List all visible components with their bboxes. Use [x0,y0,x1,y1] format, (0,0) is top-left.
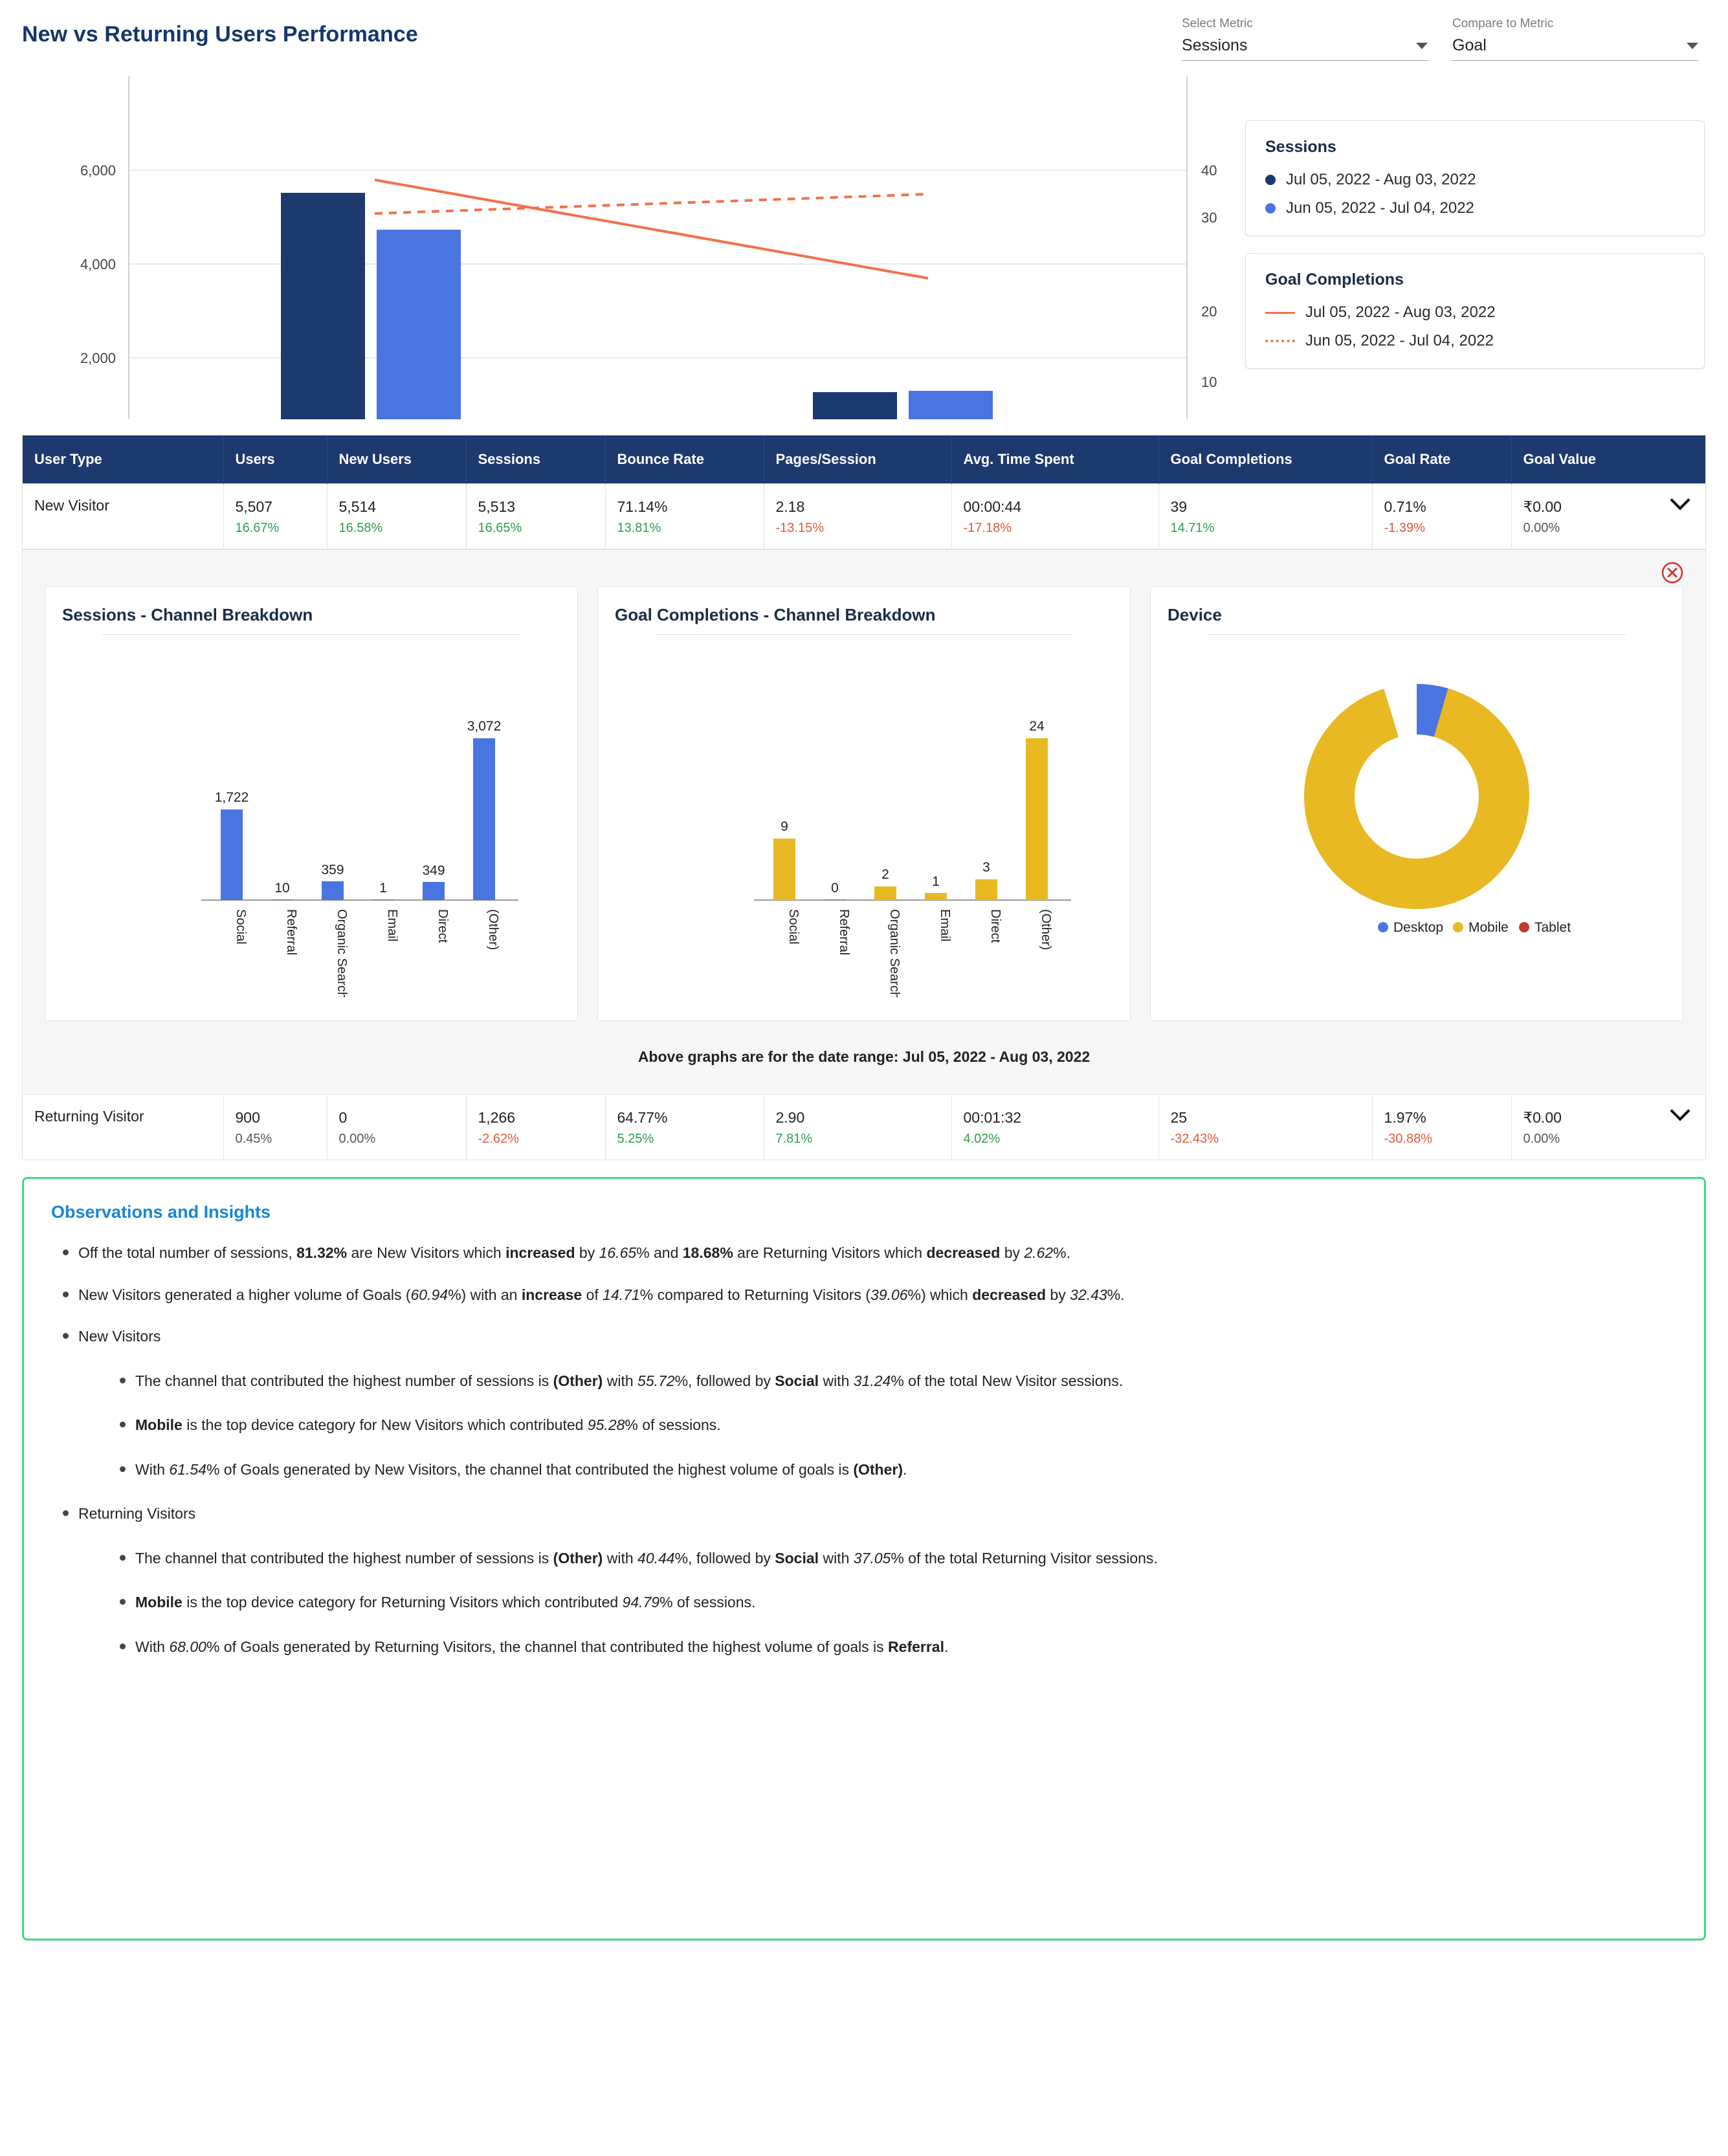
cell-value: 00:00:44 [963,498,1022,515]
cell-value: 2.90 [775,1109,805,1127]
combo-chart [22,70,1239,419]
text-fragment: Off the total number of sessions, [78,1244,297,1262]
card-title: Device [1168,605,1222,625]
text-fragment: . [903,1460,907,1478]
cell-value: ₹0.00 [1523,498,1562,515]
text-fragment: 14.71 [603,1286,640,1303]
card-sessions-channel-breakdown [45,586,578,1021]
goals-channel-chart [615,635,1113,997]
legend-column [1239,70,1705,419]
svg-text:1: 1 [379,881,387,896]
svg-text:40: 40 [1201,162,1217,179]
legend-dot-desktop [1378,922,1388,932]
svg-text:Email: Email [938,909,952,942]
cell-value: 0.71% [1384,498,1426,515]
cell-pages-session [764,1095,951,1160]
cell-delta: -30.88% [1384,1132,1432,1147]
select-metric-box[interactable] [1182,36,1428,61]
bar-returning-visitor-current [813,392,897,419]
svg-text:Email: Email [385,909,399,942]
text-fragment: by [1046,1286,1070,1303]
text-fragment: by [1000,1244,1025,1262]
text-fragment: 68.00 [169,1638,206,1655]
cell-new-users [327,484,466,549]
text-fragment: 2.62 [1024,1244,1054,1262]
select-metric-field[interactable] [1182,17,1428,61]
row-user-type: New Visitor [23,484,223,549]
legend-label: Jun 05, 2022 - Jul 04, 2022 [1286,199,1474,217]
svg-text:3: 3 [982,860,990,875]
text-fragment: %. [1107,1286,1125,1303]
cell-goal-rate [1372,1095,1511,1160]
text-fragment: (Other) [853,1460,903,1478]
text-fragment: % and [636,1244,683,1262]
legend-label: Jun 05, 2022 - Jul 04, 2022 [1305,332,1494,349]
col-sessions: Sessions [466,435,605,484]
text-fragment: % compared to Returning Visitors ( [639,1286,870,1303]
expanded-panel [23,549,1705,1094]
svg-text:6,000: 6,000 [80,162,116,179]
cell-value: 5,507 [235,498,273,515]
text-fragment: With [135,1460,170,1478]
metrics-table [22,435,1706,1160]
observation-subitem [117,1591,1678,1614]
table-header-row [23,435,1705,484]
header [22,17,1706,61]
svg-text:(Other): (Other) [486,909,500,951]
svg-text:Organic Search: Organic Search [887,909,902,998]
svg-text:2: 2 [881,867,889,883]
text-fragment: (Other) [553,1372,603,1389]
observations-list [50,1242,1678,1658]
svg-text:Direct: Direct [436,909,450,943]
text-fragment: Social [775,1372,819,1389]
cell-value: 2.18 [775,498,805,515]
text-fragment: is the top device category for New Visitors which contributed [182,1416,588,1434]
text-fragment: % of the total New Visitor sessions. [891,1372,1124,1389]
svg-text:1: 1 [932,874,940,890]
bar-other [1026,738,1048,900]
legend-item[interactable] [1265,303,1685,322]
text-fragment: 31.24 [853,1372,891,1389]
observation-item [59,1242,1678,1264]
legend-title-sessions: Sessions [1265,138,1336,156]
cell-goal-rate [1372,484,1511,549]
compare-metric-field[interactable] [1452,17,1698,61]
cell-avg-time-spent [951,484,1158,549]
select-metric-label: Select Metric [1182,17,1253,30]
col-avg-time-spent: Avg. Time Spent [951,435,1158,484]
svg-text:Social: Social [234,909,248,945]
donut-slice-mobile [1329,709,1504,884]
cell-goal-value [1511,1095,1705,1160]
cell-delta: -17.18% [963,521,1012,536]
cell-delta: -1.39% [1384,521,1425,536]
cell-avg-time-spent [951,1095,1158,1160]
text-fragment: 16.65 [599,1244,637,1262]
text-fragment: of [582,1286,603,1303]
text-fragment: are Returning Visitors which [733,1244,927,1262]
legend-dot-mobile [1453,922,1463,932]
svg-text:4,000: 4,000 [80,256,116,272]
legend-card-sessions [1245,120,1705,236]
breakdown-cards [45,586,1683,1021]
text-fragment: The channel that contributed the highest number of sessions is [135,1549,553,1567]
text-fragment: increased [505,1244,575,1262]
text-fragment: . [944,1638,949,1655]
cell-delta: 14.71% [1170,521,1215,536]
text-fragment: 81.32% [296,1244,348,1262]
row-user-type: Returning Visitor [23,1095,223,1160]
text-fragment: Social [775,1549,819,1567]
card-title: Sessions - Channel Breakdown [62,605,313,625]
bar-organic-search [874,886,896,900]
legend-item[interactable] [1265,171,1685,189]
text-fragment: 32.43 [1070,1286,1107,1303]
col-goal-completions: Goal Completions [1158,435,1372,484]
svg-text:10: 10 [1201,374,1217,390]
svg-text:1,722: 1,722 [214,790,249,806]
bar-email [372,899,394,900]
svg-text:9: 9 [781,819,788,835]
cell-delta: 16.67% [235,521,280,536]
cell-delta: 16.58% [338,521,383,536]
cell-value: 5,513 [478,498,516,515]
text-fragment: The channel that contributed the highest number of sessions is [135,1372,553,1389]
observation-item [59,1325,1678,1480]
text-fragment: %) with an [448,1286,522,1303]
text-fragment: with [819,1372,854,1389]
text-fragment: (Other) [553,1549,603,1567]
cell-sessions [466,1095,605,1160]
bar-social [221,809,243,900]
text-fragment: %, followed by [674,1549,775,1567]
observation-item [59,1284,1678,1306]
bar-social [773,839,795,900]
sessions-channel-chart [62,635,560,997]
svg-text:349: 349 [422,863,445,879]
col-pages-session: Pages/Session [764,435,951,484]
cell-value: 1.97% [1384,1109,1426,1127]
svg-text:Mobile: Mobile [1468,920,1509,936]
bar-direct [975,879,997,900]
svg-text:Desktop: Desktop [1393,920,1444,936]
bar-email [925,893,947,900]
legend-item[interactable] [1265,199,1685,217]
combo-chart-svg [22,70,1239,419]
col-goal-value: Goal Value [1511,435,1705,484]
cell-users [223,484,327,549]
compare-metric-value: Goal [1452,36,1487,54]
cell-goal-completions [1158,1095,1372,1160]
cell-bounce-rate [605,1095,764,1160]
text-fragment: New Visitors [78,1328,161,1345]
compare-metric-box[interactable] [1452,36,1698,61]
legend-card-goal-completions [1245,253,1705,369]
main-chart-area [22,70,1706,419]
text-fragment: % of sessions. [625,1416,721,1434]
cell-value: 39 [1170,498,1188,515]
cell-value: 1,266 [478,1109,516,1127]
legend-dot-icon [1265,175,1276,185]
cell-bounce-rate [605,484,764,549]
chevron-down-icon [1416,43,1428,49]
cell-delta: 0.00% [1523,1132,1560,1147]
card-goals-channel-breakdown [597,586,1131,1021]
observation-sublist [78,1370,1678,1481]
cell-value: 900 [235,1109,260,1127]
text-fragment: 61.54 [169,1460,206,1478]
legend-label: Jul 05, 2022 - Aug 03, 2022 [1286,171,1476,188]
legend-solid-line-icon [1265,312,1295,314]
col-users: Users [223,435,327,484]
observation-subitem [117,1414,1678,1436]
expand-row-button[interactable] [1673,1108,1694,1118]
cell-value: 64.77% [617,1109,668,1127]
text-fragment: are New Visitors which [347,1244,506,1262]
legend-item[interactable] [1265,332,1685,350]
text-fragment: Mobile [135,1416,183,1434]
legend-dotted-line-icon [1265,340,1295,342]
col-user-type: User Type [23,435,223,484]
svg-text:0: 0 [831,881,839,896]
text-fragment: decreased [972,1286,1047,1303]
select-metric-value: Sessions [1182,36,1248,54]
svg-text:Referral: Referral [837,909,851,956]
text-fragment: %. [1053,1244,1070,1262]
observation-sublist [78,1547,1678,1658]
col-new-users: New Users [327,435,466,484]
text-fragment: 37.05 [853,1549,891,1567]
cell-delta: 0.00% [338,1132,376,1147]
cell-value: 5,514 [338,498,377,515]
cell-delta: 7.81% [775,1132,813,1147]
text-fragment: with [819,1549,854,1567]
text-fragment: New Visitors generated a higher volume of Goals ( [78,1286,411,1303]
page-title: New vs Returning Users Performance [22,22,418,47]
text-fragment: %) which [907,1286,973,1303]
text-fragment: Returning Visitors [78,1505,196,1523]
text-fragment: 94.79 [622,1594,660,1611]
legend-dot-tablet [1519,922,1529,932]
bar-referral [824,899,846,900]
cell-delta: -13.15% [775,521,824,536]
cell-sessions [466,484,605,549]
svg-text:Organic Search: Organic Search [335,909,349,998]
cell-delta: 0.45% [235,1132,272,1147]
text-fragment: % of sessions. [659,1594,756,1611]
card-title: Goal Completions - Channel Breakdown [615,605,936,625]
legend-label: Jul 05, 2022 - Aug 03, 2022 [1305,303,1496,321]
col-bounce-rate: Bounce Rate [605,435,764,484]
cell-value: 0 [338,1109,348,1127]
text-fragment: with [603,1549,638,1567]
svg-text:10: 10 [274,881,290,896]
device-donut-chart [1168,635,1666,997]
svg-text:2,000: 2,000 [80,350,116,366]
date-range-note: Above graphs are for the date range: Jul 05, 2022 - Aug 03, 2022 [637,1048,1091,1066]
table-row[interactable] [23,1095,1705,1160]
text-fragment: % of Goals generated by Returning Visitors, the channel that contributed the highest volume of goals is [206,1638,889,1655]
legend-dot-icon [1265,203,1276,214]
text-fragment: is the top device category for Returning Visitors which contributed [182,1594,623,1611]
bar-referral [271,899,293,900]
cell-value: 71.14% [617,498,668,515]
observations-panel [22,1177,1706,1941]
observation-subitem [117,1458,1678,1481]
col-goal-rate: Goal Rate [1372,435,1511,484]
cell-delta: 13.81% [617,521,661,536]
text-fragment: by [575,1244,599,1262]
text-fragment: Mobile [135,1594,183,1611]
text-fragment: % of the total Returning Visitor sessions. [891,1549,1158,1567]
text-fragment: With [135,1638,170,1655]
cell-delta: 16.65% [478,521,522,536]
observation-subitem [117,1547,1678,1570]
svg-text:Referral: Referral [284,909,298,956]
bar-new-visitor-previous [377,230,461,419]
bar-organic-search [322,881,344,900]
table-row[interactable] [23,484,1705,549]
text-fragment: 60.94 [410,1286,449,1303]
text-fragment: %, followed by [674,1372,775,1389]
text-fragment: 18.68% [682,1244,733,1262]
cell-delta: -2.62% [478,1132,519,1147]
close-icon[interactable] [1661,562,1683,584]
legend-title-goals: Goal Completions [1265,270,1404,289]
svg-text:Social: Social [786,909,801,945]
cell-delta: 0.00% [1523,521,1560,536]
text-fragment: % of Goals generated by New Visitors, the channel that contributed the highest volume of goals is [206,1460,854,1478]
svg-text:(Other): (Other) [1039,909,1053,951]
svg-text:30: 30 [1201,210,1217,226]
line-goals-previous [375,194,928,214]
observation-subitem [117,1370,1678,1392]
card-device [1150,586,1683,1021]
cell-goal-completions [1158,484,1372,549]
cell-delta: 5.25% [617,1132,654,1147]
bar-new-visitor-current [281,193,365,419]
text-fragment: decreased [926,1244,1001,1262]
cell-pages-session [764,484,951,549]
svg-text:3,072: 3,072 [467,719,502,734]
bar-returning-visitor-previous [909,391,993,419]
cell-delta: -32.43% [1170,1132,1219,1147]
svg-text:Direct: Direct [988,909,1002,943]
svg-text:24: 24 [1029,719,1045,734]
observation-item [59,1502,1678,1658]
text-fragment: increase [521,1286,582,1303]
cell-value: 00:01:32 [963,1109,1022,1127]
cell-users [223,1095,327,1160]
cell-value: ₹0.00 [1523,1109,1562,1127]
chevron-down-icon [1687,43,1698,49]
expand-row-button[interactable] [1673,497,1694,507]
compare-metric-label: Compare to Metric [1452,17,1554,30]
cell-delta: 4.02% [963,1132,1001,1147]
text-fragment: 95.28 [587,1416,625,1434]
cell-new-users [327,1095,466,1160]
svg-text:Tablet: Tablet [1534,920,1571,936]
expanded-panel-row [23,549,1705,1095]
text-fragment: with [603,1372,638,1389]
cell-goal-value [1511,484,1705,549]
cell-value: 25 [1170,1109,1188,1127]
bar-direct [423,882,445,900]
svg-text:359: 359 [321,863,344,878]
text-fragment: 39.06 [870,1286,908,1303]
text-fragment: 40.44 [637,1549,675,1567]
observations-title: Observations and Insights [51,1202,271,1222]
observation-subitem [117,1636,1678,1658]
text-fragment: Referral [888,1638,944,1655]
text-fragment: 55.72 [637,1372,675,1389]
metric-selectors [1182,17,1706,61]
svg-text:20: 20 [1201,303,1217,320]
bar-other [473,738,495,900]
